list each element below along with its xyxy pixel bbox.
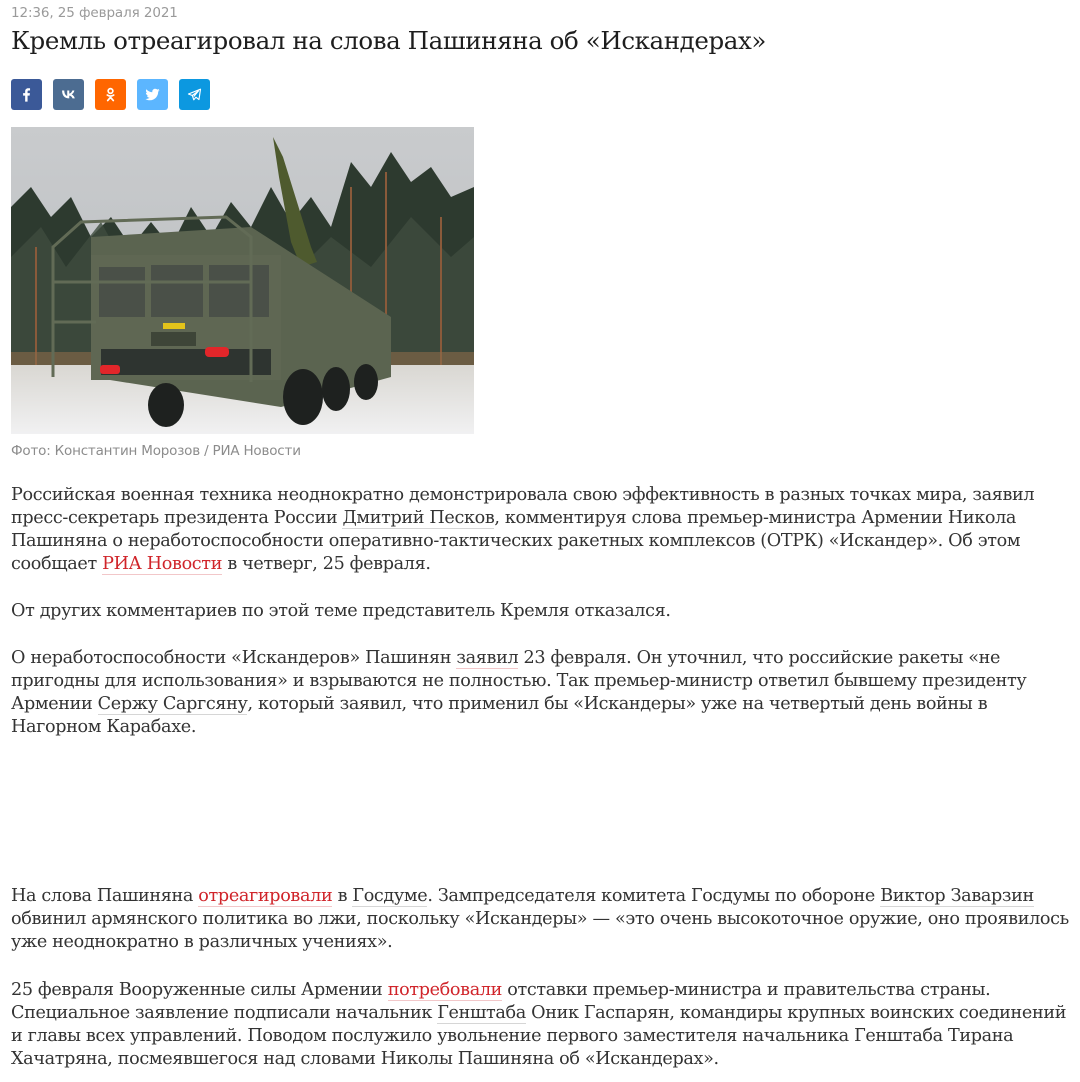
share-twitter-button[interactable] [137, 79, 168, 110]
text: . Зампредседателя комитета Госдумы по обороне [427, 886, 881, 906]
missile-launcher-image [11, 127, 474, 434]
paragraph-3 [11, 647, 1076, 739]
article-photo [11, 127, 474, 434]
share-telegram-button[interactable] [179, 79, 210, 110]
link-potrebovali[interactable]: потребовали [387, 980, 503, 1000]
link-genshtab[interactable]: Генштаба [437, 1003, 526, 1023]
text: Российская военная техника неоднократно демонстрировала свою эффективность в разных точках мира, заявил пресс-секретарь президента России [11, 485, 1035, 528]
twitter-icon [144, 86, 161, 103]
link-gosduma[interactable]: Госдуме [352, 886, 428, 906]
link-dmitry-peskov[interactable]: Дмитрий Песков [342, 508, 495, 528]
telegram-icon [186, 86, 203, 103]
paragraph-4 [11, 885, 1076, 954]
text: Оник Гаспарян, командиры крупных воинских соединений и главы всех управлений. Поводом послужило увольнение первого заместителя начальника Генштаба Тирана Хачатряна, посмеявшегося над словами Николы Пашиняна об «Искандерах». [11, 1003, 1067, 1069]
text: , комментируя слова премьер-министра Армении Никола Пашиняна о неработоспособности оперативно-тактических ракетных комплексов (ОТРК) «Искандер». Об этом сообщает [11, 508, 1021, 574]
paragraph-5 [11, 979, 1076, 1071]
share-facebook-button[interactable] [11, 79, 42, 110]
text: От других комментариев по этой теме представитель Кремля отказался. [11, 601, 671, 621]
link-viktor-zavarzin[interactable]: Виктор Заварзин [880, 886, 1034, 906]
paragraph-2 [11, 600, 1076, 623]
share-buttons [11, 79, 210, 110]
text: в четверг, 25 февраля. [222, 554, 431, 574]
link-ria-novosti[interactable]: РИА Новости [102, 554, 223, 574]
text: 25 февраля Вооруженные силы Армении [11, 980, 388, 1000]
photo-caption: Фото: Константин Морозов / РИА Новости [11, 443, 301, 459]
text: отставки премьер-министра и правительства страны. Специальное заявление подписали начальник [11, 980, 991, 1023]
article-title: Кремль отреагировал на слова Пашиняна об «Искандерах» [11, 26, 766, 55]
facebook-icon [18, 86, 35, 103]
paragraph-1 [11, 484, 1076, 576]
text: 23 февраля. Он уточнил, что российские ракеты «не пригодны для использования» и взрываются не полностью. Так премьер-министр ответил бывшему президенту Армении [11, 648, 1027, 714]
link-zayavil[interactable]: заявил [456, 648, 519, 668]
odnoklassniki-icon [102, 86, 119, 103]
share-odnoklassniki-button[interactable] [95, 79, 126, 110]
share-vk-button[interactable] [53, 79, 84, 110]
article-date: 12:36, 25 февраля 2021 [11, 5, 178, 21]
text: О неработоспособности «Искандеров» Пашинян [11, 648, 457, 668]
link-serzh-sargsyan[interactable]: Сержу Саргсяну [97, 694, 248, 714]
text: в [332, 886, 353, 906]
text: На слова Пашиняна [11, 886, 199, 906]
text: обвинил армянского политика во лжи, поскольку «Искандеры» — «это очень высокоточное оружие, оно проявилось уже неоднократно в различных учениях». [11, 909, 1069, 952]
vk-icon [60, 86, 77, 103]
text: , который заявил, что применил бы «Искандеры» уже на четвертый день войны в Нагорном Карабахе. [11, 694, 988, 737]
link-otreagirovali[interactable]: отреагировали [198, 886, 333, 906]
